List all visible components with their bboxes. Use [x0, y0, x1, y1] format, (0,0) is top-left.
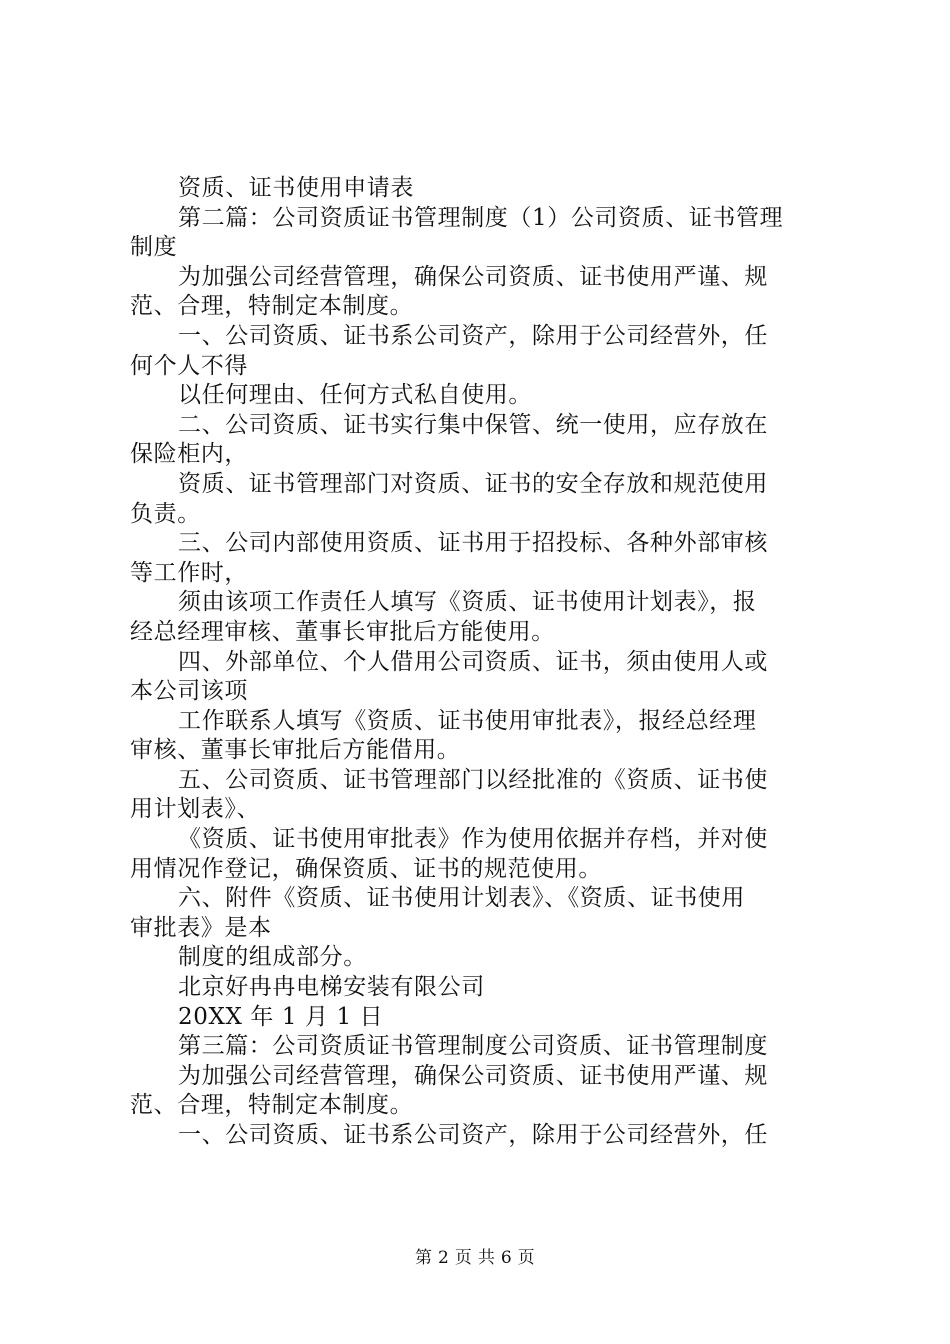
text-line: 六、附件《资质、证书使用计划表》、《资质、证书使用	[178, 885, 745, 912]
text-line: 《资质、证书使用审批表》作为使用依据并存档，并对使	[178, 826, 768, 853]
text-line: 20XX 年 1 月 1 日	[178, 1003, 384, 1030]
text-line: 四、外部单位、个人借用公司资质、证书，须由使用人或	[178, 648, 768, 675]
text-line: 制度	[130, 234, 178, 261]
text-line: 二、公司资质、证书实行集中保管、统一使用，应存放在	[178, 411, 768, 438]
text-line: 资质、证书管理部门对资质、证书的安全存放和规范使用	[178, 470, 768, 497]
text-line: 范、合理，特制定本制度。	[130, 1092, 414, 1119]
text-line: 以任何理由、任何方式私自使用。	[178, 382, 532, 409]
text-line: 范、合理，特制定本制度。	[130, 293, 414, 320]
text-line: 本公司该项	[130, 678, 248, 705]
document-body	[130, 174, 830, 1151]
text-line: 经总经理审核、董事长审批后方能使用。	[130, 618, 555, 645]
text-line: 审批表》是本	[130, 914, 272, 941]
text-line: 用情况作登记，确保资质、证书的规范使用。	[130, 855, 602, 882]
text-line: 何个人不得	[130, 352, 248, 379]
text-line: 为加强公司经营管理，确保公司资质、证书使用严谨、规	[178, 263, 768, 290]
text-line: 三、公司内部使用资质、证书用于招投标、各种外部审核	[178, 530, 768, 557]
text-line: 制度的组成部分。	[178, 944, 367, 971]
text-line: 工作联系人填写《资质、证书使用审批表》，报经总经理	[178, 707, 757, 734]
text-line: 审核、董事长审批后方能借用。	[130, 737, 461, 764]
text-line: 为加强公司经营管理，确保公司资质、证书使用严谨、规	[178, 1062, 768, 1089]
text-line: 用计划表》、	[130, 796, 261, 823]
text-line: 等工作时，	[130, 559, 248, 586]
text-line: 北京好冉冉电梯安装有限公司	[178, 974, 485, 1001]
text-line: 须由该项工作责任人填写《资质、证书使用计划表》，报	[178, 589, 757, 616]
text-line: 第二篇：公司资质证书管理制度（1）公司资质、证书管理	[178, 204, 784, 231]
text-line: 第三篇：公司资质证书管理制度公司资质、证书管理制度	[178, 1033, 768, 1060]
text-line: 一、公司资质、证书系公司资产，除用于公司经营外，任	[178, 322, 768, 349]
text-line: 资质、证书使用申请表	[178, 175, 414, 201]
text-line: 负责。	[130, 500, 201, 527]
text-line: 保险柜内，	[130, 441, 248, 468]
page-footer: 第 2 页 共 6 页	[415, 1248, 535, 1268]
text-line: 一、公司资质、证书系公司资产，除用于公司经营外，任	[178, 1122, 768, 1148]
text-line: 五、公司资质、证书管理部门以经批准的《资质、证书使	[178, 766, 768, 793]
